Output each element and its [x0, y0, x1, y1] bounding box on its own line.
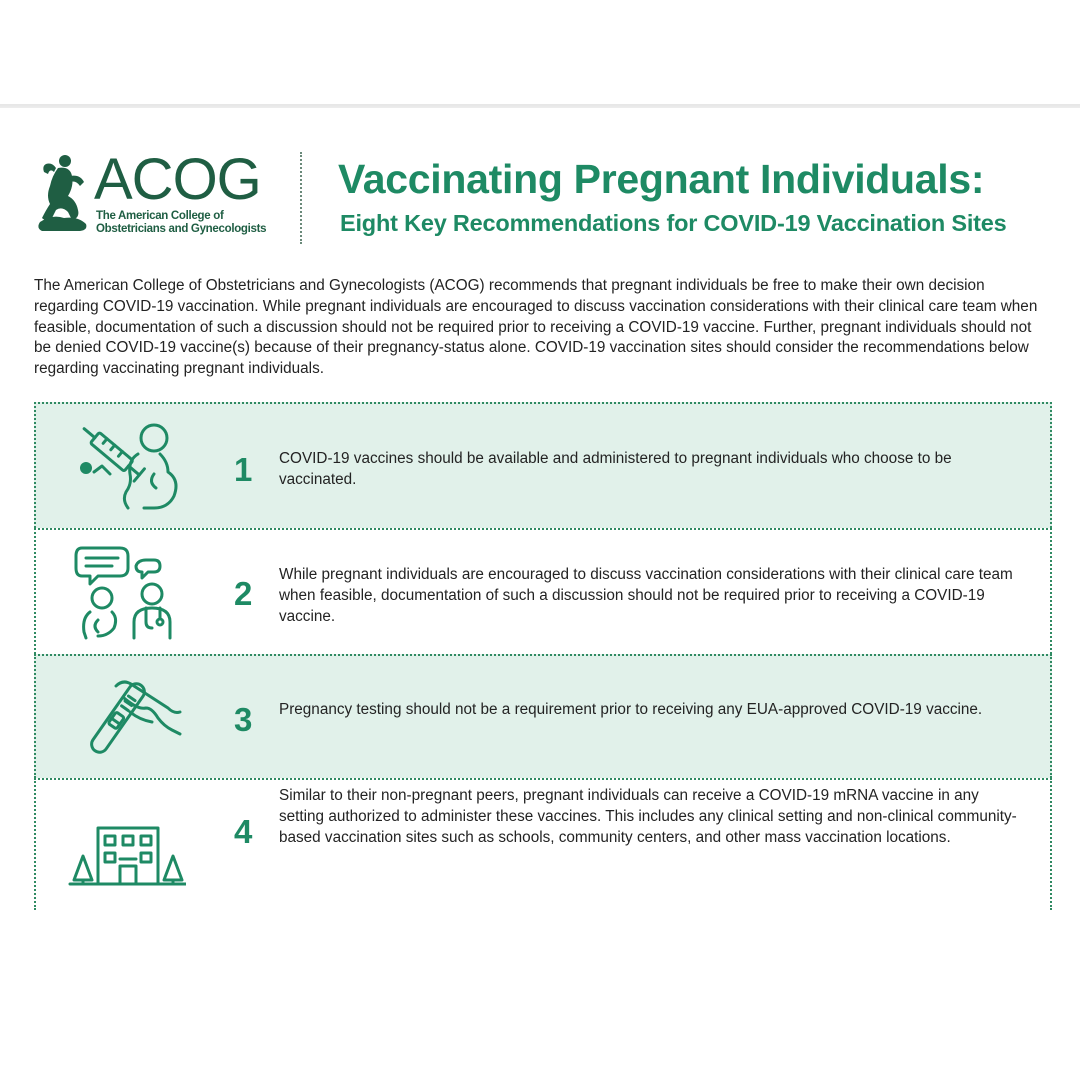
recommendation-row-2	[34, 528, 1052, 654]
building-trees-icon	[68, 800, 186, 900]
pregnant-person-syringe-icon	[68, 416, 186, 516]
recommendation-text: COVID-19 vaccines should be available and administered to pregnant individuals who choose to be vaccinated.	[279, 450, 952, 488]
recommendation-number: 3	[234, 701, 253, 738]
pregnancy-test-hand-icon	[68, 668, 186, 768]
recommendation-text: Pregnancy testing should not be a requirement prior to receiving any EUA-approved COVID-19 vaccine.	[279, 701, 983, 718]
header-divider	[300, 152, 302, 244]
patient-doctor-conversation-icon	[68, 542, 186, 642]
recommendation-number: 2	[234, 575, 253, 612]
recommendation-text: Similar to their non-pregnant peers, pregnant individuals can receive a COVID-19 mRNA vaccine in any setting authorized to administer these vaccines. This includes any clinical setting and non-clinical community-based vaccination sites such as schools, community centers, and other mass vaccination locations.	[279, 787, 1017, 846]
logo-subtitle-line2: Obstetricians and Gynecologists	[96, 223, 267, 235]
recommendations-list	[34, 402, 1052, 910]
acog-figure-icon	[32, 152, 94, 234]
intro-paragraph: The American College of Obstetricians and Gynecologists (ACOG) recommends that pregnant individuals be free to make their own decision regarding COVID-19 vaccination. While pregnant individuals are encouraged to discuss vaccination considerations with their clinical care team when feasible, documentation of such a discussion should not be required prior to receiving a COVID-19 vaccine. Further, pregnant individuals should not be denied COVID-19 vaccine(s) because of their pregnancy-status alone. COVID-19 vaccination sites should consider the recommendations below regarding vaccinating pregnant individuals.	[34, 277, 1038, 378]
page-subtitle: Eight Key Recommendations for COVID-19 Vaccination Sites	[340, 210, 1007, 236]
recommendation-row-4	[34, 778, 1052, 910]
top-blank-band	[0, 0, 1080, 108]
page-title: Vaccinating Pregnant Individuals:	[338, 156, 985, 202]
recommendation-text: While pregnant individuals are encouraged to discuss vaccination considerations with their clinical care team when feasible, documentation of such a discussion should not be required prior to receiving a COVID-19 vaccine.	[279, 566, 1013, 625]
logo-subtitle	[96, 210, 296, 236]
recommendation-row-3	[34, 654, 1052, 778]
acog-logo	[32, 148, 282, 244]
logo-subtitle-line1: The American College of	[96, 210, 224, 222]
recommendation-number: 1	[234, 451, 253, 488]
recommendation-row-1	[34, 402, 1052, 528]
logo-wordmark: ACOG	[94, 147, 261, 212]
recommendation-number: 4	[234, 813, 253, 850]
